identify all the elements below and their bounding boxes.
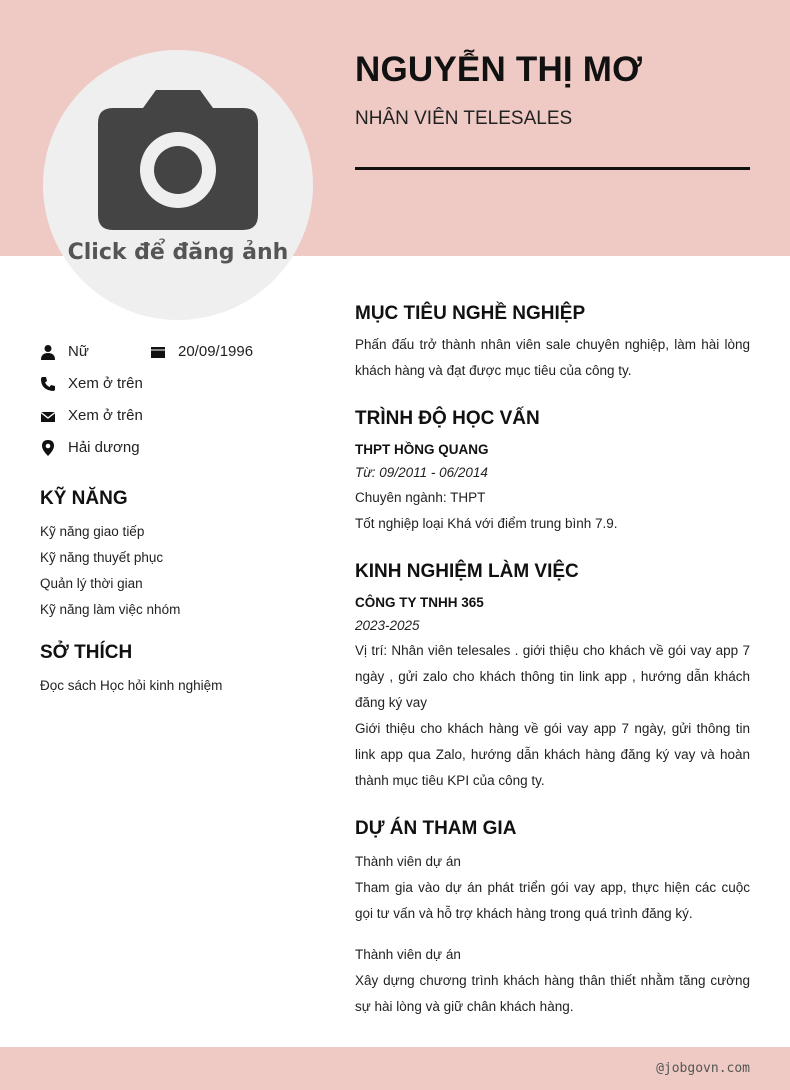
phone-value: Xem ở trên [68, 375, 143, 392]
hobbies-heading: SỞ THÍCH [40, 642, 133, 663]
birthday-value: 20/09/1996 [178, 343, 254, 360]
education-result: Tốt nghiệp loại Khá với điểm trung bình 7.9. [355, 516, 618, 531]
experience-period: 2023-2025 [355, 618, 420, 633]
person-icon [40, 344, 56, 360]
objective-text: Phấn đấu trở thành nhân viên sale chuyên nghiệp, làm hài lòng khách hàng và đạt được mục tiêu của công ty. [355, 337, 750, 378]
photo-upload-label: Click để đăng ảnh [67, 240, 289, 265]
company-name: CÔNG TY TNHH 365 [355, 595, 484, 610]
contact-address [40, 439, 140, 456]
gender-value: Nữ [68, 343, 89, 360]
contact-birthday [150, 343, 253, 360]
school-name: THPT HỒNG QUANG [355, 442, 489, 457]
hobbies-text: Đọc sách Học hỏi kinh nghiệm [40, 678, 223, 693]
list-item: Kỹ năng giao tiếp [40, 524, 145, 539]
experience-desc-1: Vị trí: Nhân viên telesales . giới thiệu cho khách về gói vay app 7 ngày , gửi zalo cho khách thông tin link app , hướng dẫn khách đăng ký vay [355, 643, 750, 710]
education-period: Từ: 09/2011 - 06/2014 [355, 465, 488, 480]
objective-heading: MỤC TIÊU NGHỀ NGHIỆP [355, 303, 586, 324]
contact-gender [40, 343, 89, 360]
footer-watermark: @jobgovn.com [656, 1061, 750, 1076]
candidate-name: NGUYỄN THỊ MƠ [355, 50, 643, 89]
skills-list [40, 519, 180, 623]
address-value: Hải dương [68, 439, 140, 456]
phone-icon [40, 376, 56, 392]
email-value: Xem ở trên [68, 407, 143, 424]
job-title: NHÂN VIÊN TELESALES [355, 108, 573, 129]
list-item: Kỹ năng làm việc nhóm [40, 602, 181, 617]
list-item: Kỹ năng thuyết phục [40, 550, 164, 565]
project-desc: Tham gia vào dự án phát triển gói vay app, thực hiện các cuộc gọi tư vấn và hỗ trợ khách hàng trong quá trình đăng ký. [355, 880, 750, 921]
education-heading: TRÌNH ĐỘ HỌC VẤN [355, 408, 540, 429]
contact-phone [40, 375, 143, 392]
experience-heading: KINH NGHIỆM LÀM VIỆC [355, 561, 579, 582]
list-item: Quản lý thời gian [40, 576, 143, 591]
photo-upload[interactable] [43, 50, 313, 320]
project-role: Thành viên dự án [355, 854, 461, 869]
skills-heading: KỸ NĂNG [40, 488, 128, 509]
camera-icon [98, 90, 258, 230]
projects-heading: DỰ ÁN THAM GIA [355, 818, 517, 839]
email-icon [40, 408, 56, 424]
title-divider [355, 167, 750, 170]
education-major: Chuyên ngành: THPT [355, 490, 486, 505]
experience-desc-2: Giới thiệu cho khách hàng về gói vay app 7 ngày, gửi thông tin link app qua Zalo, hướng dẫn khách hàng đăng ký vay và hoàn thành mục tiêu KPI của công ty. [355, 721, 750, 788]
project-role: Thành viên dự án [355, 947, 461, 962]
calendar-icon [150, 344, 166, 360]
contact-email [40, 407, 143, 424]
project-desc: Xây dựng chương trình khách hàng thân thiết nhằm tăng cường sự hài lòng và giữ chân khách hàng. [355, 973, 750, 1014]
location-pin-icon [40, 440, 56, 456]
